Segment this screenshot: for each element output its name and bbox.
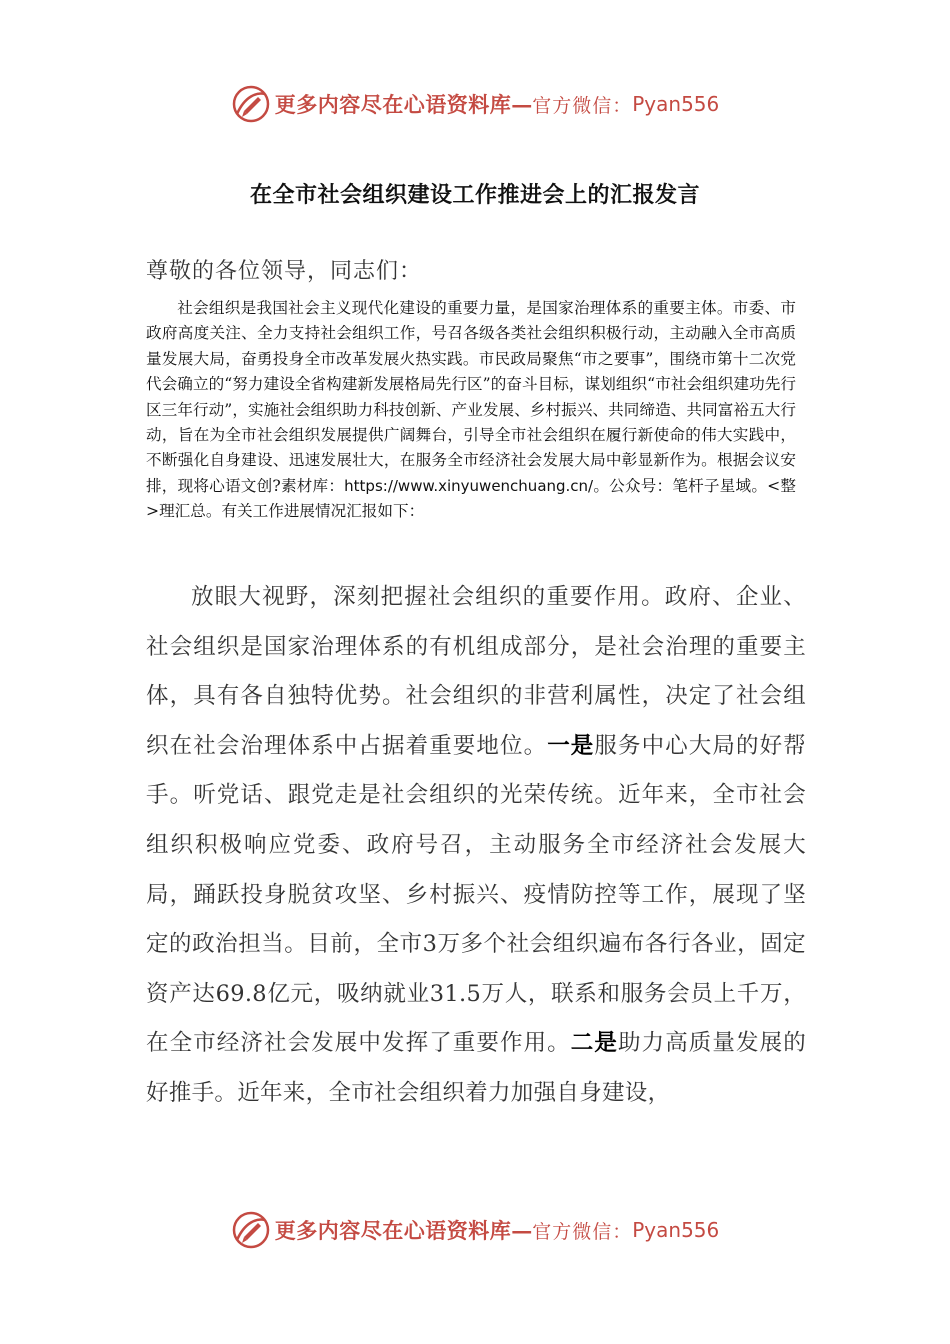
intro-url: https://www.xinyuwenchuang.cn/: [344, 476, 594, 495]
watermark-banner-bottom: [0, 1208, 950, 1252]
banner-label: 官方微信：: [532, 1220, 633, 1243]
banner-wechat-id: Pyan556: [632, 1218, 720, 1242]
body-label-second: 二是: [570, 1030, 618, 1057]
body-text-p3: 助力高质量发展的好推手。近年来，全市社会组织着力加强自身建设，: [146, 1030, 806, 1106]
document-title: 在全市社会组织建设工作推进会上的汇报发言: [249, 183, 700, 208]
body-text-p1: 放眼大视野，深刻把握社会组织的重要作用。政府、企业、社会组织是国家治理体系的有机组成部分，是社会治理的重要主体，具有各自独特优势。社会组织的非营利属性，决定了社会组织在社会治理体系中占据着重要地位。: [146, 584, 806, 759]
salutation: 尊敬的各位领导，同志们：: [146, 259, 423, 284]
intro-text-part1: 社会组织是我国社会主义现代化建设的重要力量，是国家治理体系的重要主体。市委、市政府高度关注、全力支持社会组织工作，号召各级各类社会组织积极行动，主动融入全市高质量发展大局，奋勇投身全市改革发展火热实践。市民政局聚焦“市之要事”，围绕市第十二次党代会确立的“努力建设全省构建新发展格局先行区”的奋斗目标，谋划组织“市社会组织建功先行区三年行动”，实施社会组织助力科技创新、产业发展、乡村振兴、共同缔造、共同富裕五大行动，旨在为全市社会组织发展提供广阔舞台，引导全市社会组织在履行新使命的伟大实践中，不断强化自身建设、迅速发展壮大，在服务全市经济社会发展大局中彰显新作为。根据会议安排，现将心语文创?素材库：: [146, 299, 796, 495]
banner-main-text: 更多内容尽在心语资料库: [274, 92, 512, 117]
body-label-first: 一是: [547, 732, 595, 759]
body-text-p2: 服务中心大局的好帮手。听党话、跟党走是社会组织的光荣传统。近年来，全市社会组织积极响应党委、政府号召，主动服务全市经济社会发展大局，踊跃投身脱贫攻坚、乡村振兴、疫情防控等工作，展现了坚定的政治担当。目前，全市3万多个社会组织遍布各行各业，固定资产达69.8亿元，吸纳就业31.5万人，联系和服务会员上千万，在全市经济社会发展中发挥了重要作用。: [146, 732, 806, 1057]
banner-separator: —: [511, 91, 533, 117]
banner-main-text: 更多内容尽在心语资料库: [274, 1218, 512, 1243]
intro-paragraph: [146, 296, 796, 525]
pen-logo-icon: [231, 1210, 271, 1250]
intro-text-part2: 。公众号：笔杆子星域。<整>理汇总。有关工作进展情况汇报如下：: [146, 476, 796, 521]
banner-wechat-id: Pyan556: [632, 92, 720, 116]
pen-logo-icon: [231, 84, 271, 124]
banner-separator: —: [511, 1217, 533, 1243]
body-paragraph: [146, 573, 806, 1119]
banner-label: 官方微信：: [532, 94, 633, 117]
watermark-banner-top: [0, 82, 950, 126]
